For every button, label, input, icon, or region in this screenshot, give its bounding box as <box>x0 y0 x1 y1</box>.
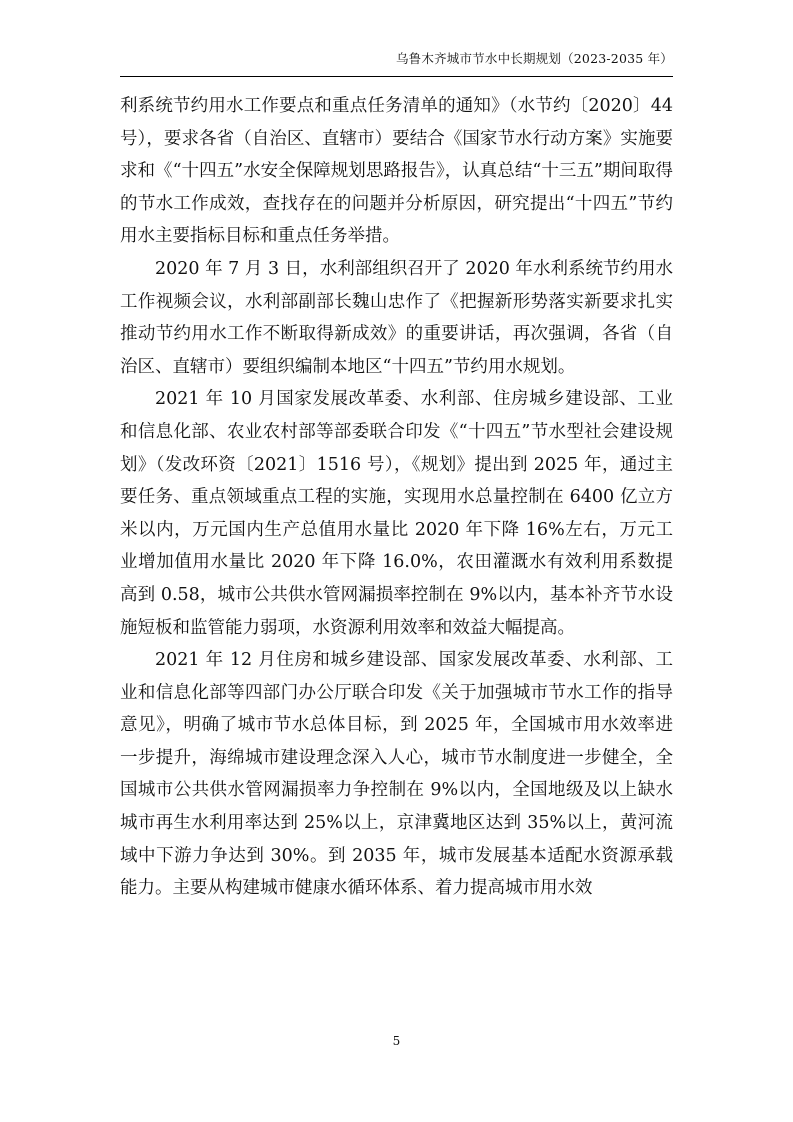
running-header <box>120 48 673 77</box>
paragraph-continuation: 利系统节约用水工作要点和重点任务清单的通知》（水节约〔2020〕44 号），要求各省（自治区、直辖市）要结合《国家节水行动方案》实施要求和《“十四五”水安全保障规划思路报告》，认真总结“十三五”期间取得的节水工作成效，查找存在的问题并分析原因，研究提出“十四五”节约用水主要指标目标和重点任务举措。 <box>120 96 673 247</box>
paragraph-2021-december-guidance: 2021 年 12 月住房和城乡建设部、国家发展改革委、水利部、工业和信息化部等四部门办公厅联合印发《关于加强城市节水工作的指导意见》，明确了城市节水总体目标，到 2025 年，全国城市用水效率进一步提升，海绵城市建设理念深入人心，城市节水制度进一步健全，全国城市公共供水管网漏损率力争控制在 9%以内，全国地级及以上缺水城市再生水利用率达到 25%以上，京津冀地区达到 35%以上，黄河流域中下游力争达到 30%。到 2035 年，城市发展基本适配水资源承载能力。主要从构建城市健康水循环体系、着力提高城市用水效 <box>120 650 673 899</box>
paragraph-2021-october-plan: 2021 年 10 月国家发展改革委、水利部、住房城乡建设部、工业和信息化部、农业农村部等部委联合印发《“十四五”节水型社会建设规划》（发改环资〔2021〕1516 号），《规划》提出到 2025 年，通过主要任务、重点领域重点工程的实施，实现用水总量控制在 6400 亿立方米以内，万元国内生产总值用水量比 2020 年下降 16%左右，万元工业增加值用水量比 2020 年下降 16.0%，农田灌溉水有效利用系数提高到 0.58，城市公共供水管网漏损率控制在 9%以内，基本补齐节水设施短板和监管能力弱项，水资源利用效率和效益大幅提高。 <box>120 389 673 638</box>
header-title: 乌鲁木齐城市节水中长期规划（2023-2035 年） <box>395 51 673 66</box>
page-number: 5 <box>392 1034 401 1048</box>
paragraph-2020-meeting: 2020 年 7 月 3 日，水利部组织召开了 2020 年水利系统节约用水工作视频会议，水利部副部长魏山忠作了《把握新形势落实新要求扎实推动节约用水工作不断取得新成效》的重要讲话，再次强调，各省（自治区、直辖市）要组织编制本地区“十四五”节约用水规划。 <box>120 258 673 377</box>
document-body <box>120 90 673 905</box>
